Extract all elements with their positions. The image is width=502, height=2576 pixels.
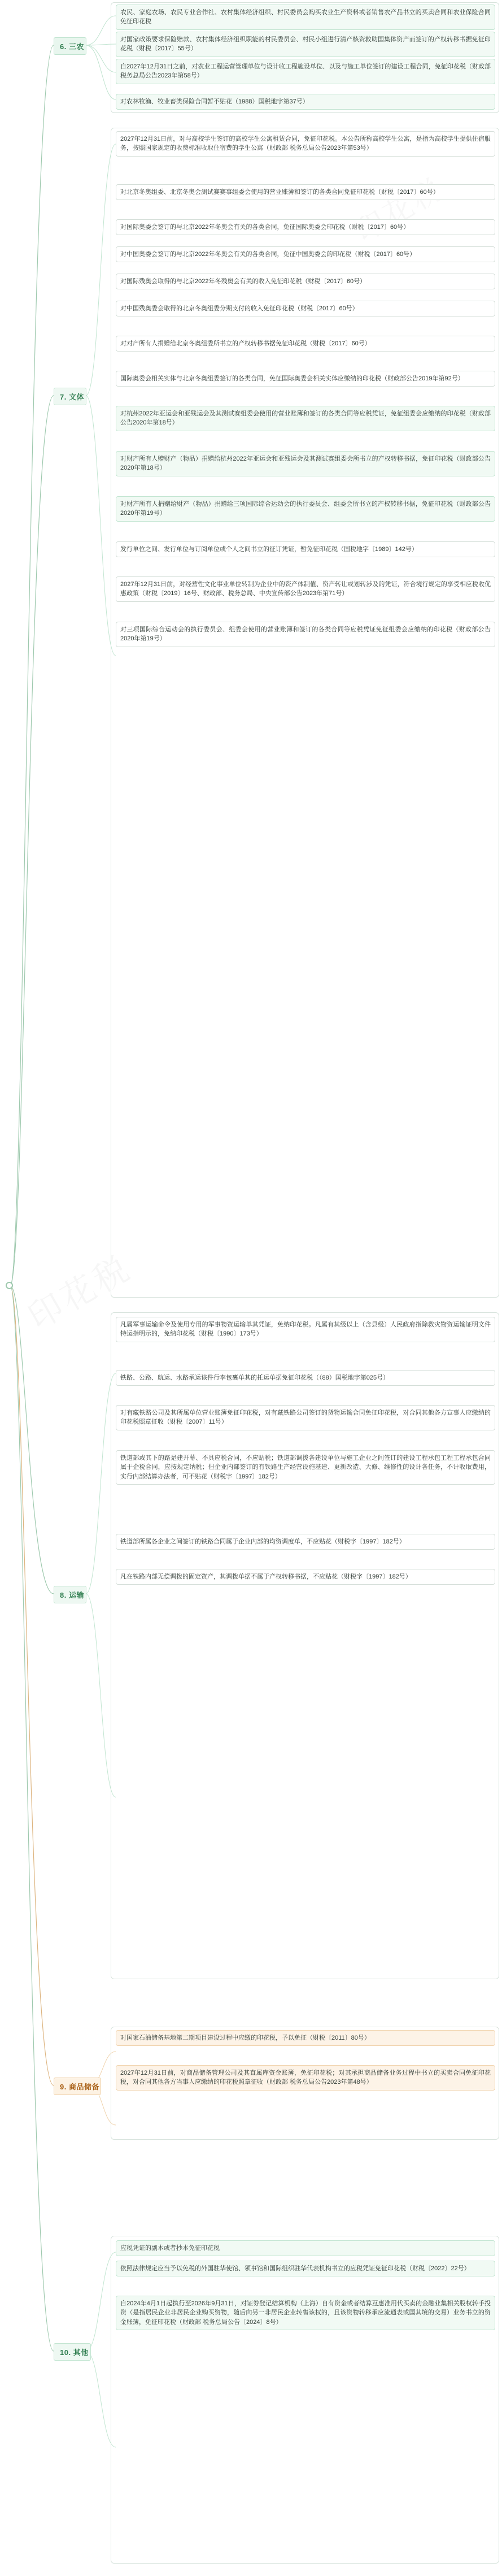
leaf-card: 铁道部或其下的路是建开幕、不具应税合同，不应贴税；铁道部调拨各建设单位与施工企业之间签订的建设工程承包工程工程承包合同属于企税合同，应按规定纳税；但企业内部签订的有铁路生产经营设施基建、更新改造、大修、维修性的设计各任务，不计收取费用，实行内部结算办法者，可不贴花（财税字〔1997〕182号）	[116, 1450, 495, 1485]
leaf-card: 对国际残奥会取得的与北京2022年冬残奥会有关的收入免征印花税（财税〔2017〕60号）	[116, 274, 495, 289]
branch-label-chubei[interactable]: 9. 商品储备	[54, 2078, 101, 2095]
leaf-card: 对三项国际综合运动会的执行委员会、组委会使用的营业账簿和签订的各类合同等应税凭证免征组委会应缴纳的印花税（财政部公告2020年第19号）	[116, 622, 495, 647]
leaf-card: 对中国奥委会签订的与北京2022年冬奥会有关的各类合同，免征中国奥委会的印花税（财税〔2017〕60号）	[116, 246, 495, 262]
branch-label-sannong[interactable]: 6. 三农	[54, 37, 86, 55]
leaf-card: 对国家政策要求保险赔款、农村集体经济组织职能的村民委员会、村民小组进行清产核资救助国集体资产而签订的产权转移书据免征印花税（财税〔2017〕55号）	[116, 32, 495, 57]
leaf-card: 铁路、公路、航运、水路承运该件行李包裹单其的托运单据免征印花税（（88）国税地字第025号）	[116, 1370, 495, 1386]
leaf-card: 凡属军事运输命令及使用专用的军事物资运输单其凭证，免纳印花税。凡属有其级以上（含县级）人民政府指除救灾物资运输证明文件特运指明示的，免纳印花税（财税〔1990〕173号）	[116, 1317, 495, 1342]
leaf-card: 凡在铁路内部无偿调拨的固定资产，其调拨单据不属于产权转移书据，不应贴花（财税字〔1997〕182号）	[116, 1569, 495, 1585]
leaf-card: 国际奥委会相关实体与北京冬奥组委签订的各类合同，免征国际奥委会相关实体应缴纳的印花税（财政部公告2019年第92号）	[116, 371, 495, 387]
leaf-card: 对北京冬奥组委、北京冬奥会测试赛赛事组委会使用的营业账簿和签订的各类合同免征印花税（财税〔2017〕60号）	[116, 184, 495, 200]
leaf-card: 2027年12月31日前，对与高校学生签订的高校学生公寓租赁合同，免征印花税。本公告所称高校学生公寓，是指为高校学生提供住宿服务，按照国家规定的收费标准收取住宿费的学生公寓（财政部 税务总局公告2023年第53号）	[116, 131, 495, 157]
leaf-card: 2027年12月31日前，对经营性文化事业单位转制为企业中的资产体制值、资产转让或划转涉及的凭证，符合境行规定的享受相应税收优惠政策（财税〔2019〕16号、财政部、税务总局、中央宣传部公告2023年第71号）	[116, 576, 495, 602]
leaf-card: 对中国残奥委会取得的北京冬奥组委分期支付的收入免征印花税（财税〔2017〕60号）	[116, 301, 495, 316]
leaf-card: 发行单位之间、发行单位与订阅单位或个人之间书立的征订凭证，暂免征印花税（国税地字〔1989〕142号）	[116, 541, 495, 557]
branch-label-wenti[interactable]: 7. 文体	[54, 388, 86, 405]
leaf-card: 对杭州2022年亚运会和亚残运会及其测试赛组委会使用的营业账簿和签订的各类合同等应税凭证，免征组委会应缴纳的印花税（财政部公告2020年第18号）	[116, 406, 495, 431]
leaf-card: 应税凭证的副本或者抄本免征印花税	[116, 2240, 495, 2256]
leaf-card: 对有藏铁路公司及其所属单位营业账簿免征印花税，对有藏铁路公司签订的货物运输合同免征印花税，对合同其他各方宣事人应缴纳的印花税照章征收（财税〔2007〕11号）	[116, 1405, 495, 1430]
leaf-card: 对财产所有人赠财产（物品）捐赠给杭州2022年亚运会和亚残运会及其测试赛组委会所书立的产权转移书据，免征印花税（财政部公告2020年第18号）	[116, 451, 495, 476]
leaf-card: 对财产所有人捐赠给财产（物品）捐赠给三项国际综合运动会的执行委员会、组委会所书立的产权转移书据，免征印花税（财政部公告2020年第19号）	[116, 496, 495, 522]
leaf-card: 依照法律规定应当予以免税的外国驻华使馆、领事馆和国际组织驻华代表机构书立的应税凭证免征印花税（财税〔2022〕22号）	[116, 2261, 495, 2276]
branch-group-qita	[111, 2236, 499, 2564]
leaf-card: 农民、家庭农场、农民专业合作社、农村集体经济组织、村民委员会购买农业生产资料或者销售农产品书立的买卖合同和农业保险合同免征印花税	[116, 5, 495, 30]
leaf-card: 铁道部所属各企业之间签订的铁路合同属于企业内部的均资调度单，不应贴花（财税字〔1997〕182号）	[116, 1534, 495, 1550]
branch-label-yunshu[interactable]: 8. 运输	[54, 1586, 86, 1603]
branch-label-qita[interactable]: 10. 其他	[54, 2343, 91, 2361]
leaf-card: 对农林牧渔、牧业畜类保险合同暂不贴花（1988）国税地字第37号）	[116, 94, 495, 110]
leaf-card: 对国际奥委会签订的与北京2022年冬奥会有关的各类合同，免征国际奥委会印花税（财税〔2017〕60号）	[116, 219, 495, 235]
leaf-card: 2027年12月31日前，对商品储备管理公司及其直属库资金账簿，免征印花税；对其承担商品储备业务过程中书立的买卖合同免征印花税，对合同其他各方当事人应缴纳的印花税照章征收（财政部 税务总局公告2023年第48号）	[116, 2065, 495, 2091]
leaf-card: 自2024年4月1日起执行至2026年9月31日，对证券登记结算机构（上海）自有资金或者结算互惠准用代买卖的金融业集相关股权转手投资（是指居民企业非居民企业购买资物，随后向另一非居民企业转售该权的，且该资物转移承应流通表或国其境的交易）业务书立的资金账簿，免征印花税（财政部 税务总局公告〔2024〕8号）	[116, 2296, 495, 2330]
leaf-card: 对国家石油储备基地第二期项目建设过程中应缴的印花税，予以免征（财税〔2011〕80号）	[116, 2030, 495, 2046]
root-node-dot	[6, 1282, 13, 1289]
leaf-card: 对对产所有人捐赠给北京冬奥组委所书立的产权转移书据免征印花税（财税〔2017〕60号）	[116, 336, 495, 352]
leaf-card: 自2027年12月31日之前，对农业工程运营管理单位与设计收工程施设单位、以及与施工单位签订的建设工程合同，免征印花税（财政部 税务总局公告2023年第58号）	[116, 59, 495, 84]
